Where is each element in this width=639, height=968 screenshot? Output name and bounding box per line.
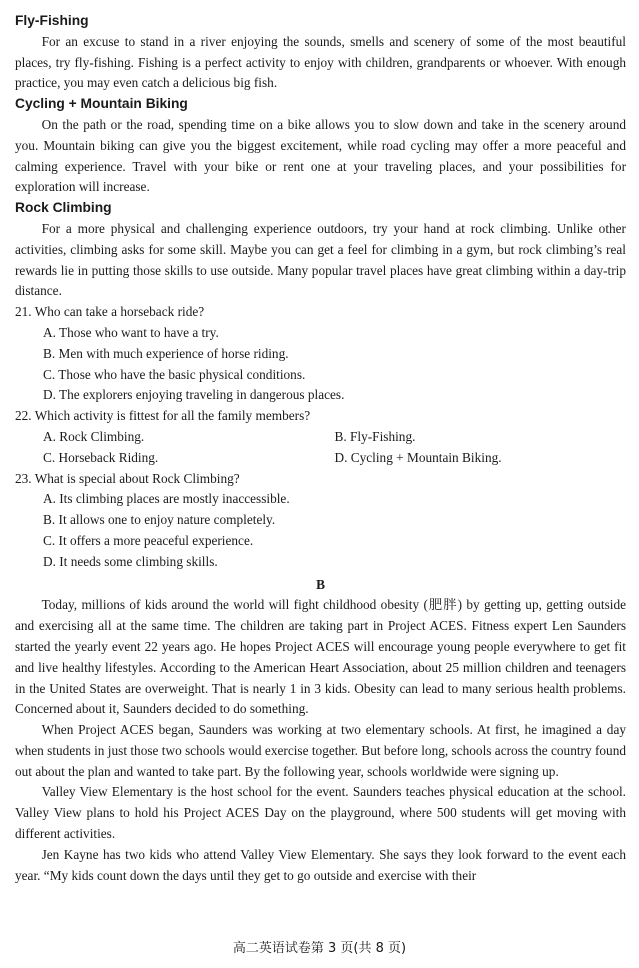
q21-option-d: D. The explorers enjoying traveling in dangerous places. <box>43 387 345 403</box>
q22-option-a: A. Rock Climbing. <box>43 428 145 444</box>
q21-option-a: A. Those who want to have a try. <box>43 324 219 340</box>
q22-options-row-2 <box>43 448 626 469</box>
q22-options-row-1 <box>43 427 626 448</box>
question-22: 22. Which activity is fittest for all the family members? <box>15 408 311 424</box>
q21-option-c: C. Those who have the basic physical conditions. <box>43 366 306 382</box>
q21-option-b: B. Men with much experience of horse riding. <box>43 345 289 361</box>
question-23: 23. What is special about Rock Climbing? <box>15 470 240 486</box>
fly-fishing-heading: Fly-Fishing <box>15 13 89 28</box>
q22-option-b: B. Fly-Fishing. <box>334 428 416 444</box>
section-b-paragraph-4: Jen Kayne has two kids who attend Valley View Elementary. She says they look forward to the event each year. “My kids count down the days until they get to go outside and exercise with their <box>15 846 626 883</box>
rock-climbing-heading: Rock Climbing <box>15 200 112 216</box>
q22-option-c: C. Horseback Riding. <box>43 449 159 465</box>
q23-option-d: D. It needs some climbing skills. <box>43 553 218 569</box>
q23-option-c: C. It offers a more peaceful experience. <box>43 532 254 548</box>
cycling-paragraph: On the path or the road, spending time on a bike allows you to slow down and take in the scenery around you. Mountain biking can give you the biggest excitement, while road cycling may offer a more peaceful and calming experience. Travel with your bike or rent one at your traveling places, and your possibilities for exploration will increase. <box>15 116 626 195</box>
q22-option-d: D. Cycling + Mountain Biking. <box>334 449 502 465</box>
section-b-paragraph-2: When Project ACES began, Saunders was working at two elementary schools. At first, he imagined a day when students in just those two schools would exercise together. But before long, schools across the country found out about the plan and wanted to take part. By the following year, schools worldwide were signing up. <box>15 722 626 779</box>
q23-option-a: A. Its climbing places are mostly inaccessible. <box>43 491 290 507</box>
cycling-heading: Cycling + Mountain Biking <box>15 96 188 112</box>
q23-option-b: B. It allows one to enjoy nature completely. <box>43 512 276 528</box>
section-b-label: B <box>316 576 325 592</box>
fly-fishing-paragraph: For an excuse to stand in a river enjoying the sounds, smells and scenery of some of the most beautiful places, try fly-fishing. Fishing is a perfect activity to enjoy with children, grandparents or whoever. With enough practice, you may even catch a delicious big fish. <box>15 33 626 91</box>
rock-climbing-paragraph: For a more physical and challenging experience outdoors, try your hand at rock climbing. Unlike other activities, climbing asks for some skill. Maybe you can get a feel for climbing in a gym, but rock climbing’s real rewards lie in putting those skills to use outside. Many popular travel places have great climbing within a day-trip distance. <box>15 220 626 299</box>
page-footer: 高二英语试卷第 3 页(共 8 页) <box>232 941 407 956</box>
question-21: 21. Who can take a horseback ride? <box>15 304 205 320</box>
section-b-paragraph-1: Today, millions of kids around the world will fight childhood obesity (肥胖) by getting up, getting outside and exercising all at the same time. The children are taking part in Project ACES. Fitness expert Len Saunders started the yearly event 22 years ago. He hopes Project ACES will encourage young people everywhere to get fit and live healthy lifestyles. According to the American Heart Association, about 25 million children and teenagers in the United States are overweight. That is nearly 1 in 3 kids. Obesity can lead to many serious health problems. Concerned about it, Saunders decided to do something. <box>15 597 626 717</box>
section-b-paragraph-3: Valley View Elementary is the host school for the event. Saunders teaches physical education at the school. Valley View plans to hold his Project ACES Day on the playground, where 500 students will get moving with different activities. <box>15 784 626 842</box>
